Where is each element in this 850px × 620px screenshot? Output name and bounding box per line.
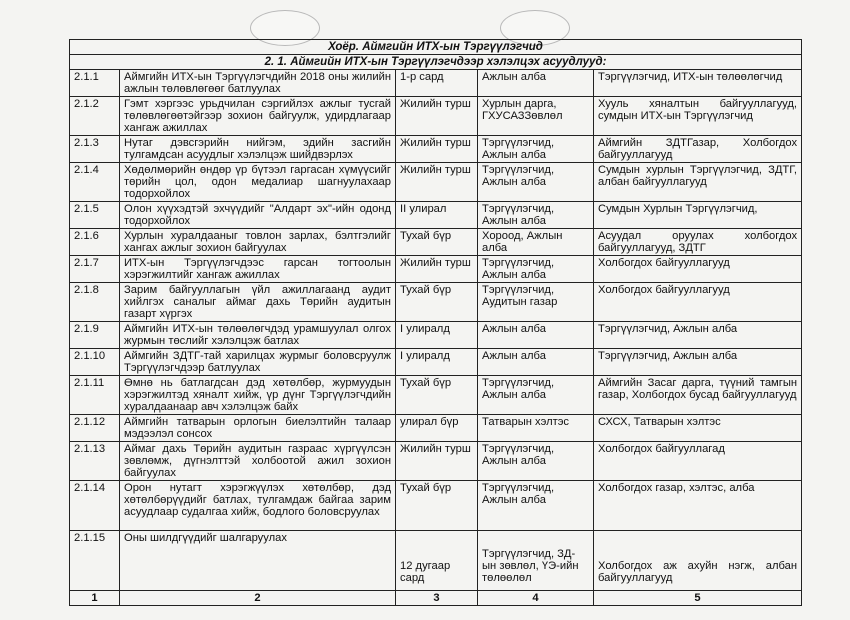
row-responsible: Тэргүүлэгчид, ЗД-ын зөвлөл, ҮЭ-ийн төлөөлөл [478,531,594,591]
row-timeline: Жилийн турш [396,97,478,136]
row-timeline: 1-р сард [396,70,478,97]
row-number: 2.1.2 [70,97,120,136]
row-description: Аймгийн татварын орлогын биелэлтийн талаар мэдээлэл сонсох [120,415,396,442]
table-row [70,349,802,376]
column-number-row [70,591,802,606]
row-number: 2.1.11 [70,376,120,415]
table-row [70,229,802,256]
row-description: Орон нутагт хэрэгжүүлэх хөтөлбөр, дэд хөтөлбөрүүдийг батлах, тулгамдаж байгаа зарим асуудлаар судалгаа хийж, бодлого боловсруулах [120,481,396,531]
column-number: 3 [396,591,478,606]
section-heading: Хоёр. Аймгийн ИТХ-ын Тэргүүлэгчид [70,40,802,55]
row-partners: Сумдын хурлын Тэргүүлэгчид, ЗДТГ, албан байгууллагууд [594,163,802,202]
row-description: Нутаг дэвсгэрийн нийгэм, эдийн засгийн тулгамдсан асуудлыг хэлэлцэж шийдвэрлэх [120,136,396,163]
row-responsible: Татварын хэлтэс [478,415,594,442]
table-row [70,322,802,349]
row-description: Олон хүүхэдтэй эхчүүдийг "Алдарт эх"-ийн одонд тодорхойлох [120,202,396,229]
row-timeline: Жилийн турш [396,136,478,163]
row-timeline: Жилийн турш [396,442,478,481]
row-description: Оны шилдгүүдийг шалгаруулах [120,531,396,591]
row-timeline: Жилийн турш [396,256,478,283]
row-responsible: Тэргүүлэгчид, Ажлын алба [478,163,594,202]
table-row [70,256,802,283]
row-responsible: Тэргүүлэгчид, Ажлын алба [478,256,594,283]
table-row [70,415,802,442]
row-number: 2.1.12 [70,415,120,442]
row-description: Аймгийн ЗДТГ-тай харилцах журмыг боловсруулж Тэргүүлэгчдээр батлуулах [120,349,396,376]
row-timeline: Тухай бүр [396,376,478,415]
section-subheading: 2. 1. Аймгийн ИТХ-ын Тэргүүлэгчдээр хэлэлцэх асуудлууд: [70,55,802,70]
row-number: 2.1.4 [70,163,120,202]
row-partners: Холбогдох байгууллагууд [594,256,802,283]
row-responsible: Тэргүүлэгчид, Ажлын алба [478,481,594,531]
column-number: 2 [120,591,396,606]
table-row [70,163,802,202]
row-description: Аймгийн ИТХ-ын төлөөлөгчдэд урамшуулал олгох журмын төслийг хэлэлцэж батлах [120,322,396,349]
table-row [70,136,802,163]
row-partners: Холбогдох газар, хэлтэс, алба [594,481,802,531]
row-number: 2.1.9 [70,322,120,349]
row-description: Гэмт хэргээс урьдчилан сэргийлэх ажлыг тусгай төлөвлөгөөтэйгээр зохион байгуулж, удирдлагаар хангаж ажиллах [120,97,396,136]
subheading-row [70,55,802,70]
row-responsible: Тэргүүлэгчид, Ажлын алба [478,442,594,481]
row-description: Аймаг дахь Төрийн аудитын газраас хүргүүлсэн зөвлөмж, дүгнэлттэй холбоотой ажил зохион байгуулах [120,442,396,481]
row-partners: СХСХ, Татварын хэлтэс [594,415,802,442]
row-description: Хурлын хуралдааныг товлон зарлах, бэлтгэлийг хангах ажлыг зохион байгуулах [120,229,396,256]
row-description: Аймгийн ИТХ-ын Тэргүүлэгчдийн 2018 оны жилийн ажлын төлөвлөгөөг батлуулах [120,70,396,97]
row-number: 2.1.3 [70,136,120,163]
row-description: ИТХ-ын Тэргүүлэгчдээс гарсан тогтоолын хэрэгжилтийг хангаж ажиллах [120,256,396,283]
row-number: 2.1.7 [70,256,120,283]
row-timeline: Тухай бүр [396,283,478,322]
row-number: 2.1.13 [70,442,120,481]
row-description: Зарим байгууллагын үйл ажиллагаанд аудит хийлгэх саналыг аймаг дахь Төрийн аудитын газарт хүргэх [120,283,396,322]
row-number: 2.1.15 [70,531,120,591]
row-timeline: улирал бүр [396,415,478,442]
row-timeline: Тухай бүр [396,229,478,256]
table-row [70,442,802,481]
row-responsible: Тэргүүлэгчид, Ажлын алба [478,202,594,229]
row-number: 2.1.14 [70,481,120,531]
row-description: Өмнө нь батлагдсан дэд хөтөлбөр, журмуудын хэрэгжилтэд хяналт хийж, үр дүнг Тэргүүлэгчдийн хуралдаанаар авч хэлэлцэж байх [120,376,396,415]
row-partners: Сумдын Хурлын Тэргүүлэгчид, [594,202,802,229]
heading-row [70,40,802,55]
row-responsible: Хурлын дарга, ГХУСАЗЗөвлөл [478,97,594,136]
row-partners: Хууль хяналтын байгууллагууд, сумдын ИТХ-ын Тэргүүлэгчид [594,97,802,136]
column-number: 4 [478,591,594,606]
column-number: 1 [70,591,120,606]
row-timeline: Тухай бүр [396,481,478,531]
table-row [70,283,802,322]
row-number: 2.1.8 [70,283,120,322]
row-partners: Тэргүүлэгчид, Ажлын алба [594,349,802,376]
table-row [70,70,802,97]
row-responsible: Тэргүүлэгчид, Аудитын газар [478,283,594,322]
row-description: Хөдөлмөрийн өндөр үр бүтээл гаргасан хүмүүсийг төрийн цол, одон медалиар шагнуулахаар тодорхойлох [120,163,396,202]
row-responsible: Ажлын алба [478,349,594,376]
row-responsible: Тэргүүлэгчид, Ажлын алба [478,136,594,163]
table-row [70,531,802,591]
row-timeline: Жилийн турш [396,163,478,202]
table-row [70,376,802,415]
table-row [70,202,802,229]
row-number: 2.1.5 [70,202,120,229]
row-partners: Тэргүүлэгчид, ИТХ-ын төлөөлөгчид [594,70,802,97]
row-partners: Тэргүүлэгчид, Ажлын алба [594,322,802,349]
row-timeline: I улиралд [396,349,478,376]
row-timeline: I улиралд [396,322,478,349]
row-timeline: 12 дугаар сард [396,531,478,591]
row-partners: Асуудал оруулах холбогдох байгууллагууд, ЗДТГ [594,229,802,256]
row-responsible: Ажлын алба [478,70,594,97]
table-row [70,481,802,531]
row-partners: Аймгийн ЗДТГазар, Холбогдох байгууллагууд [594,136,802,163]
row-timeline: II улирал [396,202,478,229]
row-partners: Холбогдох аж ахуйн нэгж, албан байгууллагууд [594,531,802,591]
table-row [70,97,802,136]
row-partners: Холбогдох байгууллагууд [594,283,802,322]
row-number: 2.1.1 [70,70,120,97]
row-number: 2.1.10 [70,349,120,376]
work-plan-table [69,39,802,606]
row-responsible: Хороод, Ажлын алба [478,229,594,256]
row-partners: Холбогдох байгууллагад [594,442,802,481]
row-partners: Аймгийн Засаг дарга, түүний тамгын газар, Холбогдох бусад байгууллагууд [594,376,802,415]
column-number: 5 [594,591,802,606]
row-responsible: Ажлын алба [478,322,594,349]
row-responsible: Тэргүүлэгчид, Ажлын алба [478,376,594,415]
row-number: 2.1.6 [70,229,120,256]
